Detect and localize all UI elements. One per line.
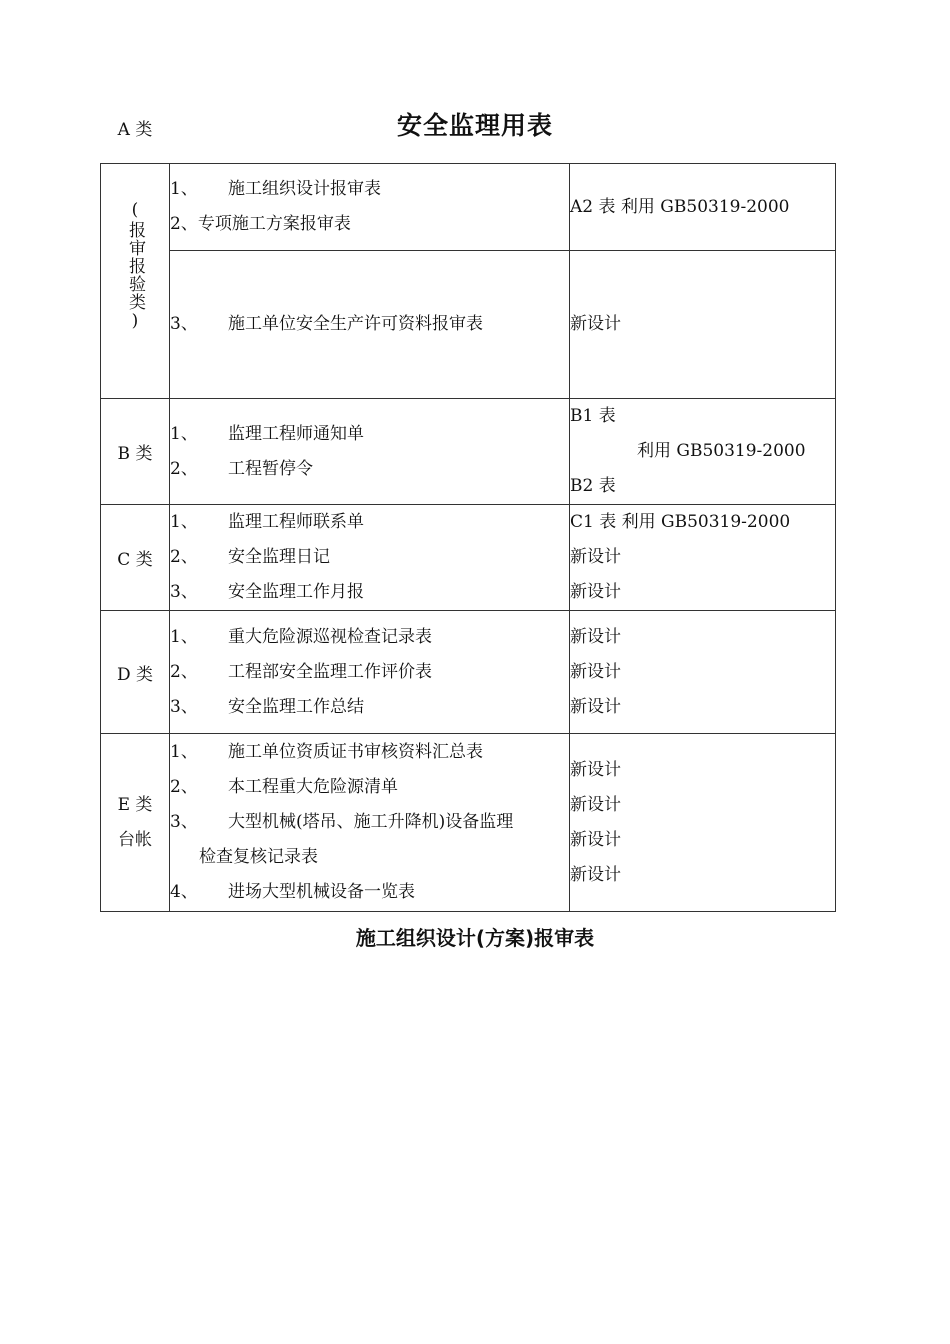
notes-cell: [570, 611, 836, 734]
list-item: 3、 安全监理工作月报: [170, 582, 364, 602]
notes-cell: [570, 164, 836, 251]
note-text: A2 表 利用 GB50319-2000: [570, 196, 790, 217]
items-cell: [170, 251, 570, 399]
category-cell-e: [101, 734, 170, 912]
list-item: 3、 安全监理工作总结: [170, 696, 364, 717]
list-item: 1、 监理工程师联系单: [170, 512, 364, 532]
list-item: 1、 施工单位资质证书审核资料汇总表: [170, 742, 483, 762]
items-cell: [170, 611, 570, 734]
table-row: [101, 505, 836, 611]
list-item: 1、 监理工程师通知单: [170, 423, 364, 444]
table-row: [101, 399, 836, 505]
list-item: 2、专项施工方案报审表: [170, 214, 351, 234]
category-sublabel-a: (报审报验类): [125, 200, 145, 332]
category-label-e: E 类: [117, 794, 153, 815]
list-item: 2、 安全监理日记: [170, 547, 330, 567]
note-text: 新设计: [570, 314, 621, 334]
notes-cell: [570, 399, 836, 505]
category-cell-a: [101, 120, 170, 399]
category-cell-b: B 类: [101, 399, 170, 505]
category-label-a: A 类: [117, 120, 153, 140]
table-row: [101, 251, 836, 399]
list-item: 2、 本工程重大危险源清单: [170, 777, 398, 797]
note-text: 新设计: [570, 864, 621, 885]
notes-cell: [570, 251, 836, 399]
list-item: 4、 进场大型机械设备一览表: [170, 882, 415, 902]
note-text: 新设计: [570, 759, 621, 780]
table-row: [101, 734, 836, 912]
items-cell: [170, 734, 570, 912]
note-text: B2 表: [570, 476, 616, 496]
note-text: B1 表: [570, 406, 616, 426]
items-cell: [170, 164, 570, 251]
note-text: 利用 GB50319-2000: [637, 441, 806, 461]
notes-cell: [570, 505, 836, 611]
items-cell: [170, 505, 570, 611]
note-text: 新设计: [570, 626, 621, 647]
table-row: [101, 164, 836, 251]
list-item: 2、 工程暂停令: [170, 458, 313, 479]
category-cell-c: C 类: [101, 505, 170, 611]
table-row: [101, 611, 836, 734]
page-title: 安全监理用表: [396, 111, 553, 140]
list-item: 1、 施工组织设计报审表: [170, 179, 381, 199]
category-cell-d: D 类: [101, 611, 170, 734]
note-text: 新设计: [570, 547, 621, 567]
note-text: 新设计: [570, 829, 621, 850]
note-text: 新设计: [570, 582, 621, 602]
note-text: C1 表 利用 GB50319-2000: [570, 512, 791, 532]
items-cell: [170, 399, 570, 505]
note-text: 新设计: [570, 696, 621, 717]
notes-cell: [570, 734, 836, 912]
note-text: 新设计: [570, 794, 621, 815]
list-item: 1、 重大危险源巡视检查记录表: [170, 626, 432, 647]
category-label-e2: 台帐: [118, 829, 152, 850]
list-item: 检查复核记录表: [199, 847, 318, 867]
list-item: 3、 大型机械(塔吊、施工升降机)设备监理: [170, 812, 514, 832]
section-subtitle: 施工组织设计(方案)报审表: [355, 926, 595, 950]
note-text: 新设计: [570, 661, 621, 682]
list-item: 3、 施工单位安全生产许可资料报审表: [170, 314, 483, 334]
list-item: 2、 工程部安全监理工作评价表: [170, 661, 432, 682]
